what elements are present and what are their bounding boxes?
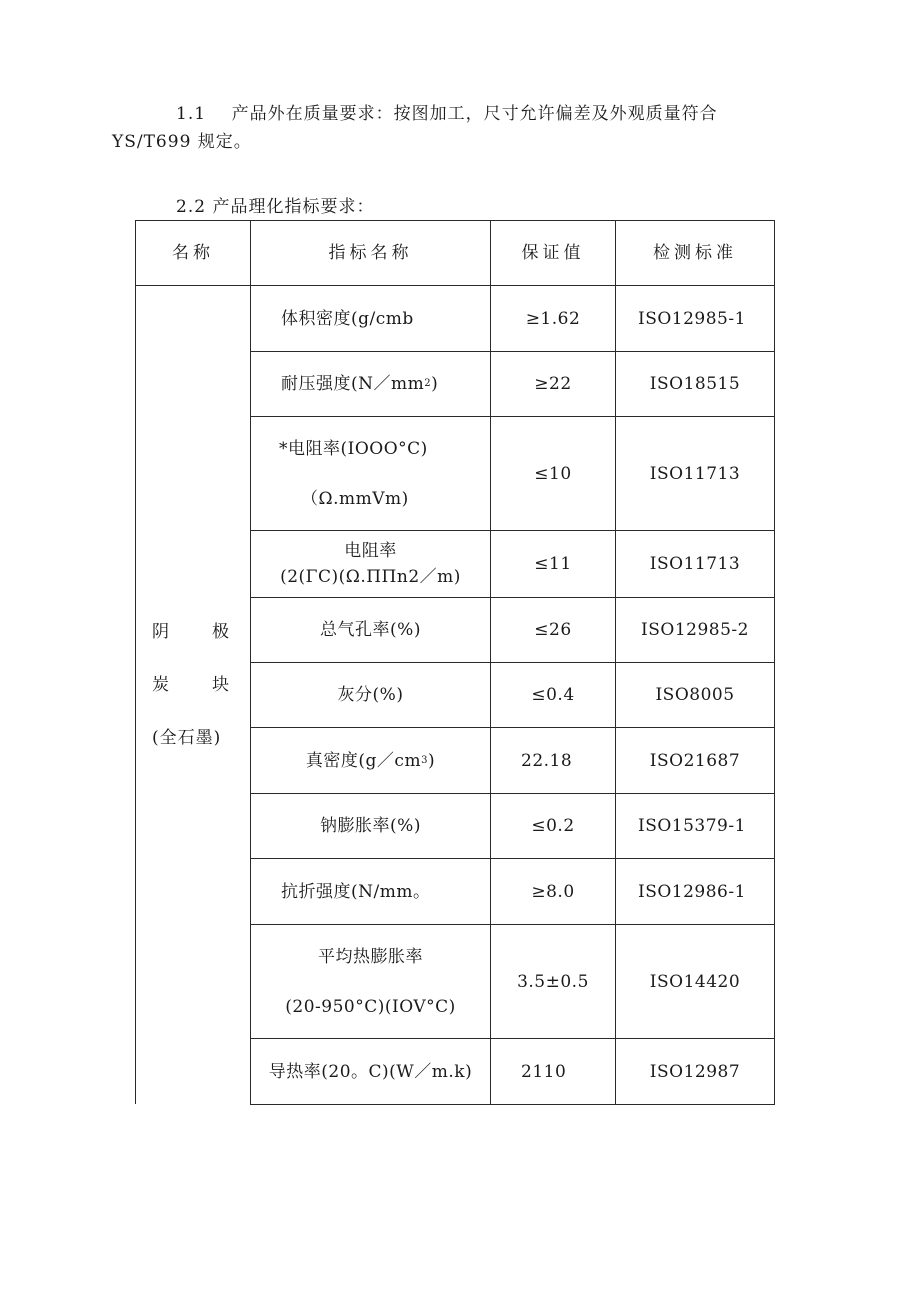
table-border-left — [135, 220, 136, 1104]
table-border-right — [774, 220, 775, 1105]
table-row-indicator: 总气孔率(%) — [320, 620, 421, 640]
row-divider — [250, 662, 775, 663]
table-row-standard: ISO14420 — [649, 971, 741, 992]
section-number: 1.1 — [176, 104, 207, 124]
row-divider — [250, 530, 775, 531]
table-row-standard: ISO12985-2 — [641, 620, 749, 640]
table-row-value: ≤10 — [534, 463, 572, 484]
column-divider — [250, 220, 251, 1105]
table-row-value: ≤0.4 — [531, 685, 575, 705]
section-text-line2: YS/T699 规定。 — [112, 132, 252, 152]
group-label-cathode-block: 阴 极 炭 块 (全石墨) — [152, 622, 230, 748]
header-indicator: 指标名称 — [328, 243, 413, 263]
table-row-value: ≥1.62 — [525, 308, 581, 329]
table-row-standard: ISO21687 — [649, 750, 741, 771]
table-row-indicator: 电阻率 (2(ΓC)(Ω.ΠΠn2／m) — [280, 541, 461, 587]
table-row-standard: ISO12986-1 — [638, 881, 746, 902]
table-row-value: 22.18 — [521, 750, 573, 771]
row-divider — [250, 351, 775, 352]
table-row-value: ≤11 — [534, 554, 572, 574]
section-1-1-paragraph — [112, 100, 780, 156]
row-divider — [250, 416, 775, 417]
table-row-value: 2110 — [521, 1061, 567, 1082]
table-row-value: ≥8.0 — [531, 881, 575, 902]
column-divider — [490, 220, 491, 1105]
table-row-standard: ISO11713 — [649, 463, 741, 484]
column-divider — [615, 220, 616, 1105]
header-guaranteed-value: 保证值 — [521, 243, 585, 263]
table-row-standard: ISO18515 — [649, 374, 741, 394]
table-row-value: 3.5±0.5 — [517, 971, 589, 992]
table-border-bottom — [250, 1104, 775, 1105]
table-row-indicator: 钠膨胀率(%) — [320, 816, 421, 836]
table-row-standard: ISO15379-1 — [638, 816, 746, 836]
table-row-indicator: 真密度(g／cm 3 ) — [305, 750, 436, 771]
table-row-standard: ISO12985-1 — [638, 308, 746, 329]
table-row-indicator: 耐压强度(N／mm 2 ) — [281, 374, 439, 394]
header-standard: 检测标准 — [653, 243, 737, 263]
table-row-indicator: 体积密度(g/cmb — [281, 308, 414, 329]
table-row-standard: ISO12987 — [649, 1061, 741, 1082]
table-row-indicator: 灰分(%) — [337, 685, 404, 705]
row-divider — [250, 1038, 775, 1039]
table-row-value: ≤0.2 — [531, 816, 575, 836]
section-text-line1: 产品外在质量要求：按图加工，尺寸允许偏差及外观质量符合 — [231, 104, 718, 124]
table-header-divider — [135, 285, 775, 286]
header-name: 名称 — [172, 243, 214, 263]
table-row-indicator: 平均热膨胀率 (20-950°C)(IOV°C) — [285, 946, 456, 1017]
row-divider — [250, 924, 775, 925]
table-row-indicator: 导热率(20。C)(W／m.k) — [268, 1061, 473, 1082]
row-divider — [250, 597, 775, 598]
table-row-standard: ISO8005 — [655, 685, 735, 705]
table-row-indicator: *电阻率(IOOO°C) （Ω.mmVm) — [279, 438, 428, 509]
table-row-value: ≤26 — [534, 620, 572, 640]
section-2-2-heading: 2.2 产品理化指标要求： — [176, 197, 375, 217]
row-divider — [250, 793, 775, 794]
table-row-value: ≥22 — [534, 374, 572, 394]
row-divider — [250, 727, 775, 728]
row-divider — [250, 858, 775, 859]
table-row-standard: ISO11713 — [649, 554, 741, 574]
table-row-indicator: 抗折强度(N/mm。 — [281, 881, 431, 902]
